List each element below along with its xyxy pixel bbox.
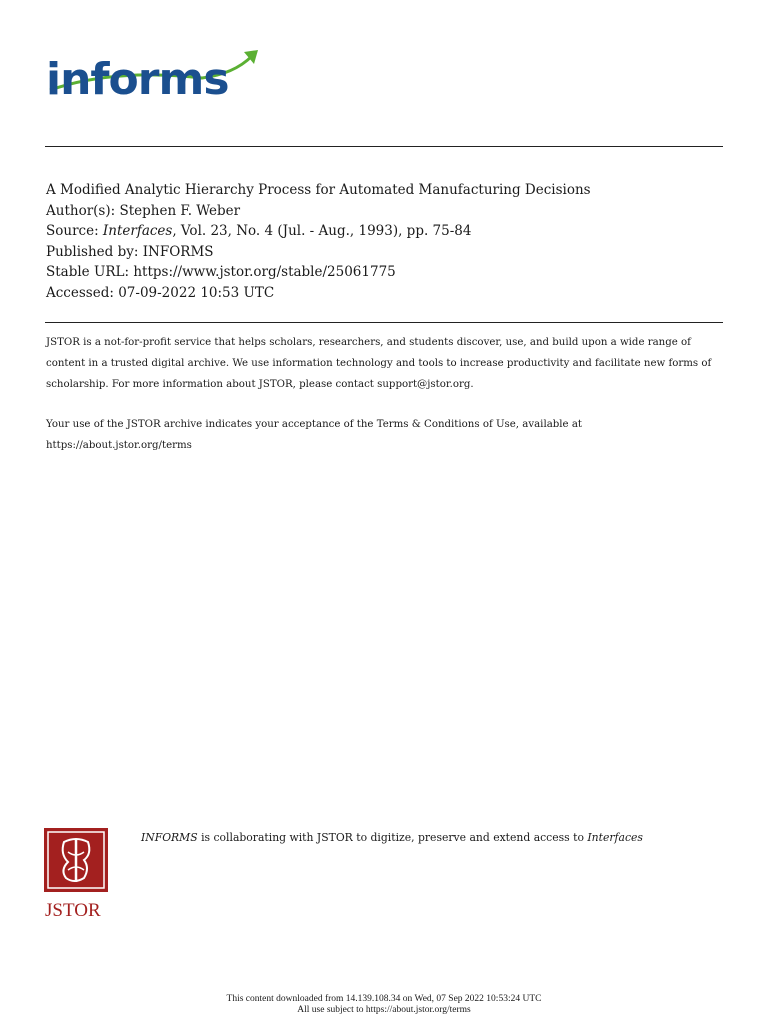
author-name: Stephen F. Weber [119,202,241,219]
stable-url-line: Stable URL: https://www.jstor.org/stable/25061775 [46,264,396,281]
notice-paragraph-1: JSTOR is a not-for-profit service that helps scholars, researchers, and students discover, use, and build upon a wide range of content in a trusted digital archive. We use information technology and tools to increase productivity and facilitate new forms of scholarship. For more information about JSTOR, please contact support@jstor.org. [46,337,712,390]
jstor-logo-graphic [44,828,110,922]
stable-url-link[interactable]: https://www.jstor.org/stable/25061775 [133,264,396,281]
publisher-line: Published by: INFORMS [46,243,214,260]
accessed-date: 07-09-2022 10:53 UTC [118,284,275,301]
footer-line-1: This content downloaded from 14.139.108.34 on Wed, 07 Sep 2022 10:53:24 UTC [226,994,542,1004]
download-footer [0,994,768,1016]
source-line: Source: Interfaces, Vol. 23, No. 4 (Jul. - Aug., 1993), pp. 75-84 [46,223,472,240]
source-journal: Interfaces [102,223,173,240]
accessed-line: Accessed: 07-09-2022 10:53 UTC [46,284,275,301]
jstor-logo-text: JSTOR [45,900,101,921]
collaboration-statement: INFORMS is collaborating with JSTOR to digitize, preserve and extend access to Interfaces [141,831,643,844]
informs-logo-text: informs [46,54,229,104]
notice-paragraph-2: Your use of the JSTOR archive indicates your acceptance of the Terms & Conditions of Use, available at https://about.jstor.org/terms [46,419,582,451]
collab-journal: Interfaces [587,831,643,844]
top-divider [45,146,723,147]
middle-divider [45,322,723,323]
jstor-notice [46,332,726,456]
jstor-logo [44,828,110,922]
author-line: Author(s): Stephen F. Weber [46,202,241,219]
article-metadata [46,180,726,304]
collab-org: INFORMS [141,831,198,844]
footer-line-2: All use subject to https://about.jstor.org/terms [297,1005,471,1015]
publisher-name: INFORMS [142,243,214,260]
article-title: A Modified Analytic Hierarchy Process for Automated Manufacturing Decisions [46,182,591,198]
informs-logo-graphic [44,48,264,104]
informs-logo [44,48,264,104]
